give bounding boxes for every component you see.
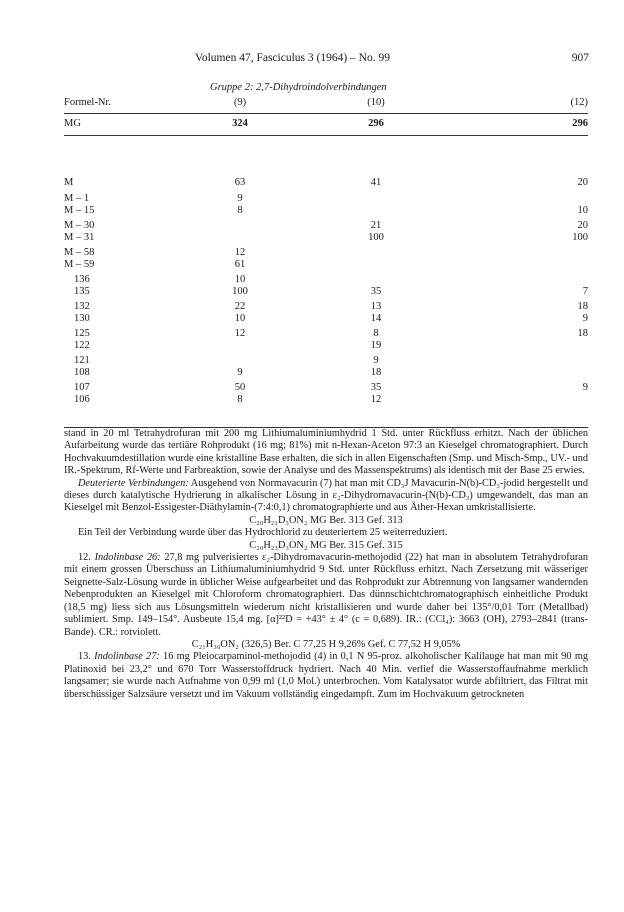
paragraph-further-reduced: Ein Teil der Verbindung wurde über das Hydrochlorid zu deuteriertem 25 weiterreduziert. bbox=[78, 527, 448, 539]
table-row bbox=[64, 176, 588, 189]
table-rule-top bbox=[64, 113, 588, 114]
cell-9: 10 bbox=[234, 274, 246, 285]
row-label: 136 bbox=[74, 274, 90, 285]
cell-10: 100 bbox=[368, 232, 384, 243]
cell-12: 9 bbox=[582, 313, 588, 324]
cell-10: 21 bbox=[370, 220, 382, 231]
cell-9: 12 bbox=[234, 247, 246, 258]
table-row bbox=[64, 393, 588, 406]
body-text bbox=[64, 428, 588, 701]
cell-10: 12 bbox=[370, 394, 382, 405]
paragraph-indolinbase-27 bbox=[64, 651, 588, 701]
mg-value-10: 296 bbox=[368, 118, 384, 129]
cell-10: 41 bbox=[370, 177, 382, 188]
cell-9: 8 bbox=[237, 205, 243, 216]
paragraph-deuterated bbox=[64, 478, 588, 515]
row-label: 132 bbox=[74, 301, 90, 312]
column-header-9: (9) bbox=[233, 97, 247, 108]
row-label: M – 58 bbox=[64, 247, 95, 258]
paragraph-heading: Deuterierte Verbindungen: bbox=[78, 477, 189, 489]
paragraph-heading: Indolinbase 26: bbox=[94, 552, 161, 564]
mg-label: MG bbox=[64, 118, 81, 129]
row-label: 121 bbox=[74, 355, 90, 366]
table-row bbox=[64, 204, 588, 217]
cell-9: 63 bbox=[234, 177, 246, 188]
paragraph-indolinbase-26 bbox=[64, 552, 588, 639]
cell-9: 50 bbox=[234, 382, 246, 393]
column-header-10: (10) bbox=[367, 97, 385, 108]
cell-9: 22 bbox=[234, 301, 246, 312]
cell-10: 8 bbox=[373, 328, 379, 339]
row-label: 106 bbox=[74, 394, 90, 405]
formula-line-2: C₂₀H₂₃D₃ON₂ MG Ber. 315 Gef. 315 bbox=[249, 539, 403, 551]
column-header-12: (12) bbox=[570, 97, 588, 108]
row-label: 125 bbox=[74, 328, 90, 339]
cell-10: 35 bbox=[370, 382, 382, 393]
page-number: 907 bbox=[571, 52, 589, 64]
section-number: 13. bbox=[78, 651, 91, 663]
cell-9: 9 bbox=[237, 367, 243, 378]
cell-10: 35 bbox=[370, 286, 382, 297]
table-group-title: Gruppe 2: 2,7-Dihydroindolverbindungen bbox=[210, 82, 387, 93]
formula-line-3: C₂₁H₃₀ON₂ (326,5) Ber. C 77,25 H 9,26% Gef. C 77,52 H 9,05% bbox=[191, 638, 461, 650]
cell-9: 12 bbox=[234, 328, 246, 339]
cell-10: 13 bbox=[370, 301, 382, 312]
journal-citation: Volumen 47, Fasciculus 3 (1964) – No. 99 bbox=[195, 52, 390, 64]
cell-10: 18 bbox=[370, 367, 382, 378]
cell-10: 14 bbox=[370, 313, 382, 324]
cell-12: 100 bbox=[572, 232, 588, 243]
cell-12: 18 bbox=[577, 301, 588, 312]
formula-line-1: C₂₀H₂₁D₃ON₂ MG Ber. 313 Gef. 313 bbox=[249, 514, 403, 526]
cell-9: 10 bbox=[234, 313, 246, 324]
mg-row bbox=[64, 117, 588, 130]
cell-12: 20 bbox=[577, 220, 588, 231]
paragraph-text: Ausgehend von Normavacurin (7) hat man mit CD₃J Mavacurin-N(b)-CD₃-jodid hergestellt und dieses durch katalytische Hydrierung in alkalischer Lösung in ε₂-Dihydromavacurin-(N(b)-CD₃) umgewandelt, das man an Kieselgel mit Benzol-Essigester-Diäthylamin-(7:4:0,1) chromatographierte und aus Äther-Hexan umkristallisierte. bbox=[64, 477, 588, 514]
cell-12: 10 bbox=[577, 205, 588, 216]
cell-12: 20 bbox=[577, 177, 588, 188]
cell-9: 61 bbox=[234, 259, 246, 270]
row-label: M – 1 bbox=[64, 193, 90, 204]
row-label: 107 bbox=[74, 382, 90, 393]
table-row bbox=[64, 231, 588, 244]
formula-label: Formel-Nr. bbox=[64, 97, 111, 108]
mg-value-9: 324 bbox=[232, 118, 248, 129]
row-label: M – 31 bbox=[64, 232, 95, 243]
row-label: 130 bbox=[74, 313, 90, 324]
table-header-row bbox=[64, 96, 588, 109]
row-label: 108 bbox=[74, 367, 90, 378]
row-label: M bbox=[64, 177, 74, 188]
cell-9: 9 bbox=[237, 193, 243, 204]
row-label: M – 15 bbox=[64, 205, 95, 216]
table-row bbox=[64, 258, 588, 271]
table-row bbox=[64, 366, 588, 379]
row-label: 122 bbox=[74, 340, 90, 351]
paragraph-text: 16 mg Pleiocarpaminol-methojodid (4) in 0,1 N 95-proz. alkoholischer Kalilauge hat man mit 90 mg Platinoxid bei 23,2° und 670 Torr Wasserstoffdruck hydriert. Nach 40 Min. verlief die Wasserstoffaufnahme merklich langsamer; sie wurde nach Aufnahme von 0,99 ml (1,0 Mol.) unterbrochen. Vom Katalysator wurde abfiltriert, das Filtrat mit überschüssiger Salzsäure versetzt und im Vakuum vollständig eingedampft. Zum im Hochvakuum getrockneten bbox=[64, 651, 589, 700]
table-row bbox=[64, 312, 588, 325]
mg-value-12: 296 bbox=[572, 118, 588, 129]
cell-9: 100 bbox=[232, 286, 248, 297]
paragraph-heading: Indolinbase 27: bbox=[94, 651, 160, 663]
cell-9: 8 bbox=[237, 394, 243, 405]
table-row bbox=[64, 285, 588, 298]
cell-10: 19 bbox=[370, 340, 382, 351]
table-row bbox=[64, 339, 588, 352]
row-label: 135 bbox=[74, 286, 90, 297]
row-label: M – 59 bbox=[64, 259, 95, 270]
cell-12: 7 bbox=[582, 286, 588, 297]
cell-10: 9 bbox=[373, 355, 379, 366]
row-label: M – 30 bbox=[64, 220, 95, 231]
section-number: 12. bbox=[78, 552, 91, 564]
paragraph-text: 27,8 mg pulverisiertes ε₂-Dihydromavacurin-methojodid (22) hat man in absolutem Tetrahydrofuran mit einem grossen Überschuss an Lithiumaluminiumhydrid 9 Std. unter Rückfluss erhitzt. Nach Zersetzung mit wässeriger Seignette-Salz-Lösung wurde in üblicher Weise aufgearbeitet und das Rohprodukt zur Abtrennung von langsamer wandernden Nebenprodukten an Kieselgel mit Chloroform chromatographiert. Das dünnschichtchromatographisch einheitliche Produkt (18,5 mg) liess sich aus Lösungsmitteln wiederum nicht kristallisieren und wurde daher bei 135°/0,01 Torr (Metallbad) sublimiert. Smp. 149–154°. Ausbeute 15,4 mg. [α]²²D = +43° ± 4° (c = 0,689). IR.: (CCl₄): 3663 (OH), 2793–2841 (trans-Bande). CR.: rotviolett. bbox=[64, 552, 589, 638]
cell-12: 18 bbox=[577, 328, 588, 339]
table-rule-mid bbox=[64, 135, 588, 136]
cell-12: 9 bbox=[582, 382, 588, 393]
paragraph-reduction: stand in 20 ml Tetrahydrofuran mit 200 mg Lithiumaluminiumhydrid 1 Std. unter Rückfluss erhitzt. Nach der üblichen Aufarbeitung wurde das tertiäre Rohprodukt (16 mg; 81%) mit n-Hexan-Aceton 97:3 an Kieselgel chromatographiert. Durch Hochvakuumdestillation wurde eine kristalline Base erhalten, die sich in allen Eigenschaften (Smp. und Misch-Smp., UV.- und IR.-Spektrum, Rf-Werte und Farbreaktion, sowie der Analyse und des Massenspektrums) als identisch mit der Base 25 erwies. bbox=[64, 428, 588, 477]
